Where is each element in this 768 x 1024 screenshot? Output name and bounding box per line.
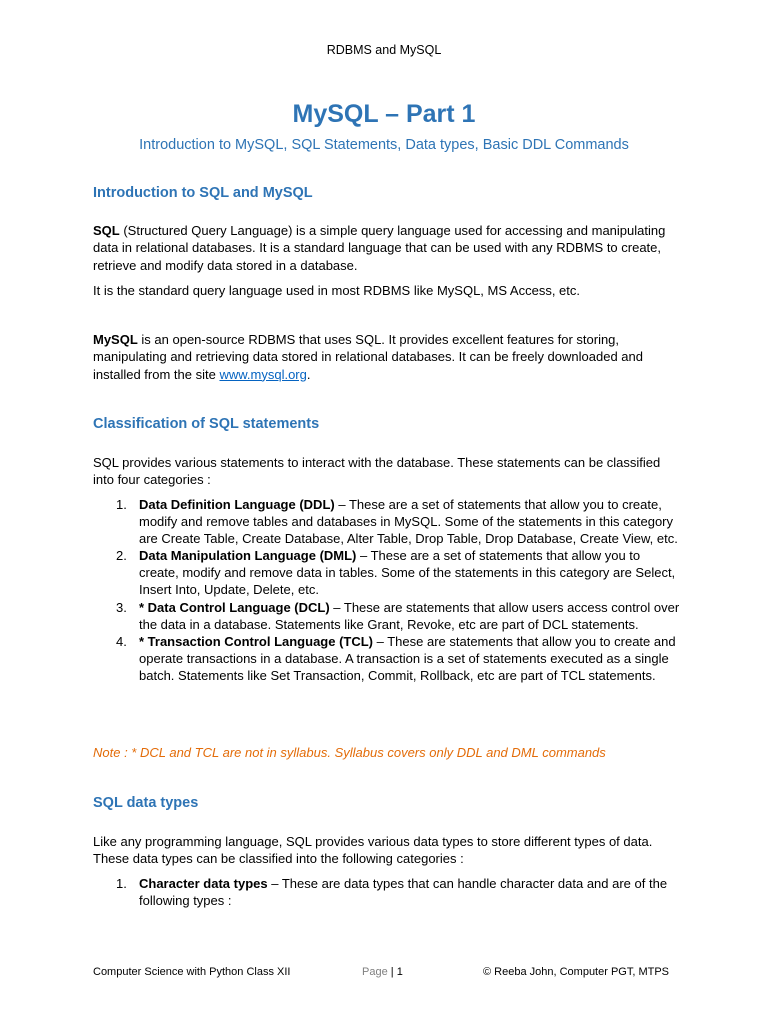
heading-data-types: SQL data types [93, 795, 199, 811]
term-mysql: MySQL [93, 332, 138, 347]
footer-author: © Reeba John, Computer PGT, MTPS [483, 966, 670, 978]
list-item-text: – These are statements that allow you to create and operate transactions in a database. A transaction is a set of statements executed as a single batch. Statements like Set Transaction, Commit, Rollback, etc are part of TCL statements. [139, 633, 676, 683]
list-item-term: Data Manipulation Language (DML) [139, 548, 357, 564]
list-item-number: 1. [116, 876, 127, 891]
page-subtitle: Introduction to MySQL, SQL Statements, Data types, Basic DDL Commands [139, 137, 629, 153]
paragraph-sql-usage: It is the standard query language used in most RDBMS like MySQL, MS Access, etc. [93, 283, 580, 298]
list-item-text: – These are a set of statements that allow you to create, modify and remove data in tables. Some of the statements in this category are Select, Insert Into, Update, Delete, etc. [139, 548, 676, 598]
list-item-text: – These are data types that can handle character data and are of the following types : [139, 876, 668, 909]
classification-list [93, 496, 683, 684]
term-sql: SQL [93, 223, 120, 238]
list-item-term: * Data Control Language (DCL) [139, 599, 330, 615]
footer-course: Computer Science with Python Class XII [93, 966, 291, 978]
data-types-list [93, 875, 683, 909]
sql-definition-text: (Structured Query Language) is a simple query language used for accessing and manipulating data in relational databases. It is a standard language that can be used with any RDBMS to create, retrieve and modify data stored in a database. [93, 223, 666, 273]
footer-page-number [362, 966, 403, 978]
footer-page-value: 1 [396, 966, 403, 978]
heading-classification: Classification of SQL statements [93, 416, 320, 432]
list-item-number: 3. [116, 599, 127, 615]
list-item [93, 496, 683, 547]
mysql-definition-end: . [306, 366, 311, 382]
list-item-text: – These are a set of statements that allow you to create, modify and remove tables and databases in MySQL. Some of the statements in this category are Create Table, Create Database, Alter Table, Drop Table, Drop Database, Create View, etc. [139, 497, 678, 547]
footer-separator: | [387, 966, 397, 978]
mysql-definition-text: is an open-source RDBMS that uses SQL. It provides excellent features for storing, manipulating and retrieving data stored in relational databases. It can be freely downloaded and installed from the site [93, 332, 643, 382]
mysql-site-link[interactable]: www.mysql.org [219, 366, 307, 382]
list-item-term: Character data types [139, 876, 268, 891]
list-item [93, 547, 683, 598]
paragraph-classification-intro: SQL provides various statements to interact with the database. These statements can be classified into four categories : [93, 455, 661, 488]
syllabus-note: Note : * DCL and TCL are not in syllabus. Syllabus covers only DDL and DML commands [93, 745, 606, 760]
paragraph-mysql-definition [93, 331, 683, 383]
list-item-number: 4. [116, 633, 127, 649]
list-item-number: 2. [116, 548, 127, 564]
page-title: MySQL – Part 1 [292, 100, 476, 128]
list-item-term: * Transaction Control Language (TCL) [139, 633, 374, 649]
running-header: RDBMS and MySQL [326, 43, 442, 57]
list-item [93, 599, 683, 633]
list-item [93, 875, 683, 909]
list-item [93, 633, 683, 684]
footer-page-label: Page [362, 966, 388, 978]
list-item-term: Data Definition Language (DDL) [139, 497, 335, 512]
heading-intro: Introduction to SQL and MySQL [93, 185, 313, 201]
list-item-number: 1. [116, 497, 127, 512]
list-item-text: – These are statements that allow users access control over the data in a database. Statements like Grant, Revoke, etc are part of DCL statements. [139, 599, 680, 632]
paragraph-data-types-intro: Like any programming language, SQL provides various data types to store different types of data. These data types can be classified into the following categories : [93, 834, 653, 867]
paragraph-sql-definition [93, 222, 683, 274]
